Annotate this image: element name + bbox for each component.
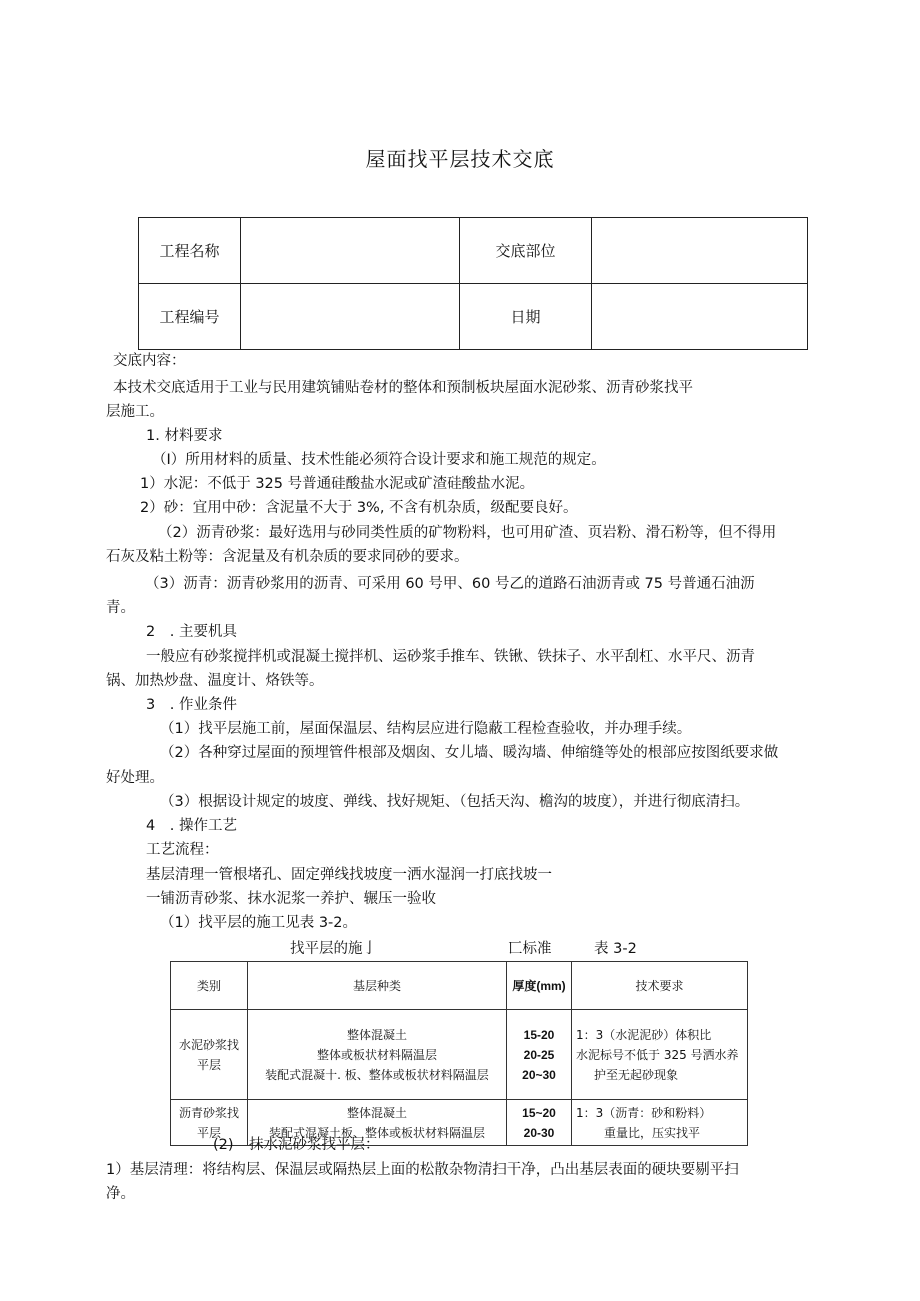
- body-line: 好处理。: [106, 770, 164, 786]
- requirements-cell: [572, 1100, 748, 1146]
- body-line: 一般应有砂浆搅拌机或混凝土搅拌机、运砂浆手推车、铁锹、铁抹子、水平刮杠、水平尺、沥青: [146, 649, 755, 665]
- thickness-item: 15-20: [523, 1027, 555, 1042]
- body-line: 石灰及粘土粉等：含泥量及有机杂质的要求同砂的要求。: [106, 549, 469, 565]
- section-heading: 1. 材料要求: [146, 428, 223, 444]
- col-header-base-type: 基层种类: [248, 962, 507, 1010]
- col-header-category: 类别: [171, 962, 248, 1010]
- base-type-item: 装配式混凝土板、整体或板状材料隔温层: [268, 1125, 485, 1140]
- body-line: （I）所用材料的质量、技术性能必须符合设计要求和施工规范的规定。: [152, 452, 606, 468]
- thickness-cell: [507, 1100, 572, 1146]
- body-line: 1）水泥：不低于 325 号普通硅酸盐水泥或矿渣硅酸盐水泥。: [140, 476, 535, 492]
- requirement-item: 1：3（水泥泥砂）体积比: [576, 1027, 712, 1042]
- date-value: [592, 284, 808, 350]
- body-line: 2）砂：宜用中砂：含泥量不大于 3%, 不含有机杂质，级配要良好。: [140, 500, 578, 516]
- requirements-cell: [572, 1010, 748, 1100]
- thickness-item: 20~30: [522, 1067, 556, 1082]
- project-name-label: 工程名称: [139, 218, 241, 284]
- body-line: 工艺流程：: [146, 842, 219, 858]
- col-header-thickness: 厚度(mm): [507, 962, 572, 1010]
- section-heading: 2 . 主要机具: [146, 624, 237, 640]
- spec-table: [170, 961, 748, 1146]
- subsection-title: 抹水泥砂浆找平层：: [249, 1137, 380, 1153]
- body-line: 锅、加热炒盘、温度计、烙铁等。: [106, 673, 324, 689]
- body-line: （1）找平层的施工见表 3-2。: [160, 915, 358, 931]
- body-line: （2）各种穿过屋面的预埋管件根部及烟囱、女儿墙、暖沟墙、伸缩缝等处的根部应按图纸要求做: [160, 745, 779, 761]
- subsection-number: (2): [213, 1137, 234, 1153]
- body-line: 交底内容：: [113, 353, 186, 369]
- document-title: 屋面找平层技术交底: [365, 147, 555, 171]
- base-type-item: 装配式混凝十. 板、整体或板状材料隔温层: [265, 1067, 489, 1082]
- table-caption-right: 表 3-2: [594, 941, 637, 957]
- body-line: 一铺沥青砂浆、抹水泥浆一养护、辗压一验收: [146, 891, 436, 907]
- body-line: 1）基层清理：将结构层、保温层或隔热层上面的松散杂物清扫干净，凸出基层表面的硬块要剔平扫: [106, 1162, 739, 1178]
- base-type-item: 整体混凝土: [346, 1027, 407, 1042]
- body-line: 净。: [106, 1186, 135, 1202]
- body-line: 本技术交底适用于工业与民用建筑铺贴卷材的整体和预制板块屋面水泥砂浆、沥青砂浆找平: [113, 380, 693, 396]
- category-cell: 沥青砂浆找平层: [171, 1100, 248, 1146]
- body-line: （2）沥青砂浆：最好选用与砂同类性质的矿物粉料，也可用矿渣、页岩粉、滑石粉等，但不得用: [158, 525, 777, 541]
- col-header-requirements: 技术要求: [572, 962, 748, 1010]
- header-table: [138, 217, 808, 350]
- thickness-item: 20-30: [523, 1125, 555, 1140]
- section-heading: 3 . 作业条件: [146, 697, 237, 713]
- category-cell: 水泥砂浆找平层: [171, 1010, 248, 1100]
- handover-part-label: 交底部位: [460, 218, 592, 284]
- table-caption-middle: 匸标准: [508, 941, 552, 957]
- requirement-item: 1：3（沥青：砂和粉料）: [576, 1105, 712, 1120]
- project-no-label: 工程编号: [139, 284, 241, 350]
- section-heading: 4 . 操作工艺: [146, 818, 237, 834]
- handover-part-value: [592, 218, 808, 284]
- body-line: （3）根据设计规定的坡度、弹线、找好规矩、（包括天沟、檐沟的坡度），并进行彻底清扫。: [160, 794, 750, 810]
- requirement-item: 水泥标号不低于 325 号洒水养: [576, 1047, 739, 1062]
- requirement-item: 重量比，压实找平: [604, 1125, 701, 1140]
- requirement-item: 护至无起砂现象: [594, 1067, 679, 1082]
- thickness-item: 20-25: [523, 1047, 555, 1062]
- body-line: 基层清理一管根堵孔、固定弹线找坡度一洒水湿润一打底找坡一: [146, 867, 552, 883]
- thickness-item: 15~20: [522, 1105, 556, 1120]
- body-line: （3）沥青：沥青砂浆用的沥青、可采用 60 号甲、60 号乙的道路石油沥青或 75 号普通石油沥: [145, 576, 755, 592]
- date-label: 日期: [460, 284, 592, 350]
- body-line: （1）找平层施工前，屋面保温层、结构层应进行隐蔽工程检查验收，并办理手续。: [160, 721, 692, 737]
- body-line: 青。: [106, 600, 135, 616]
- thickness-cell: [507, 1010, 572, 1100]
- project-no-value: [241, 284, 460, 350]
- base-type-item: 整体混凝土: [346, 1105, 407, 1120]
- body-line: 层施工。: [106, 404, 164, 420]
- table-caption-left: 找平层的施亅: [290, 941, 377, 957]
- base-type-item: 整体或板状材料隔温层: [316, 1047, 437, 1062]
- project-name-value: [241, 218, 460, 284]
- base-type-cell: [248, 1010, 507, 1100]
